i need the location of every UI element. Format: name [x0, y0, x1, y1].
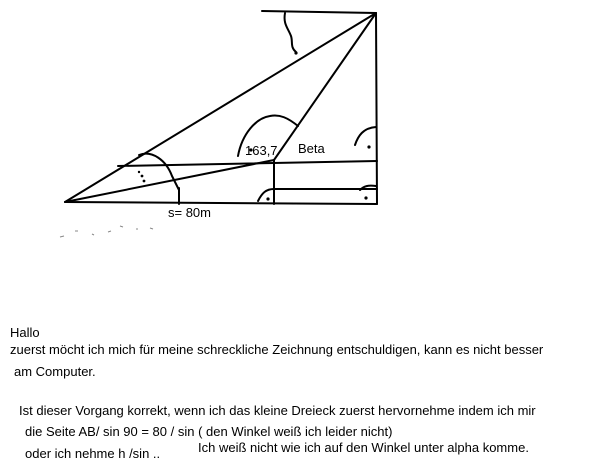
long-hypotenuse — [65, 13, 376, 202]
angle-arc-right-upper — [355, 127, 376, 145]
question-line: Ist dieser Vorgang korrekt, wenn ich das kleine Dreieck zuerst hervornehme indem ich mir — [19, 403, 536, 418]
angle-arc-top — [285, 13, 296, 52]
angle-arc-alpha — [139, 154, 179, 190]
right-vertical-line — [376, 13, 377, 204]
alternative-line: oder ich nehme h /sin .. — [25, 446, 161, 461]
faint-scribbles — [60, 226, 153, 237]
angle-value-label: 163,7 — [245, 143, 278, 158]
angle-arc-inner-left — [258, 189, 274, 201]
top-horizontal-line — [262, 11, 376, 13]
inner-diagonal — [274, 13, 376, 160]
beta-label: Beta — [298, 141, 325, 156]
computer-line: am Computer. — [14, 364, 96, 379]
left-lower-line — [65, 160, 274, 202]
apology-line: zuerst möcht ich mich für meine schreckliche Zeichnung entschuldigen, kann es nicht besser — [10, 342, 544, 357]
base-length-label: s= 80m — [168, 205, 211, 220]
alpha-question-line: Ich weiß nicht wie ich auf den Winkel unter alpha komme. — [198, 440, 529, 455]
base-line — [65, 202, 377, 204]
formula-line: die Seite AB/ sin 90 = 80 / sin ( den Winkel weiß ich leider nicht) — [25, 424, 393, 439]
greeting-text: Hallo — [10, 325, 40, 340]
